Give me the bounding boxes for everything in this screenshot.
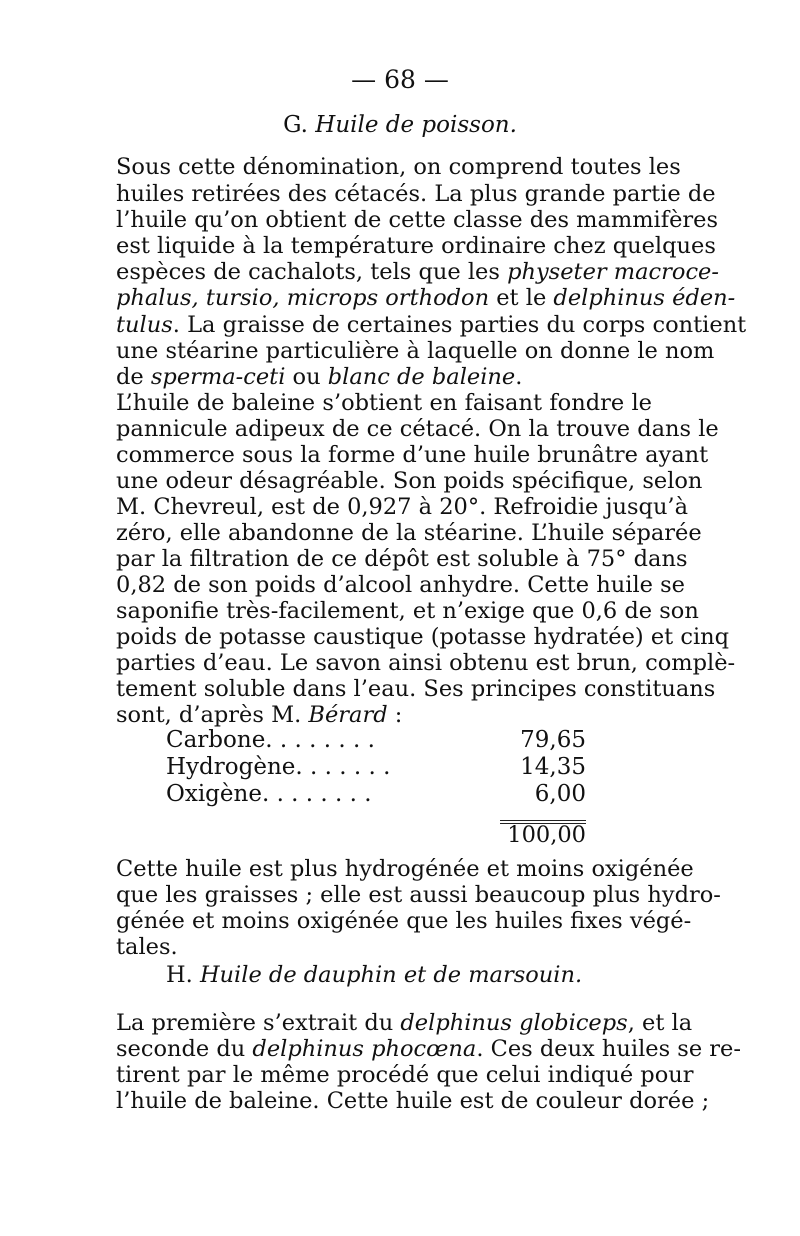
text-line: génée et moins oxigénée que les huiles fixes végé-: [116, 908, 692, 934]
text-line: [116, 285, 736, 312]
author-name: Bérard: [308, 702, 388, 728]
section-heading-h: [166, 962, 800, 989]
text-line: par la filtration de ce dépôt est soluble à 75° dans: [116, 546, 688, 572]
table-row: [166, 727, 586, 754]
text-line: zéro, elle abandonne de la stéarine. L’huile séparée: [116, 520, 702, 546]
text-run: de: [116, 364, 151, 390]
text-line: Cette huile est plus hydrogénée et moins oxigénée: [116, 856, 694, 882]
element-label: Carbone. . . . . . . .: [166, 727, 375, 753]
element-value: 6,00: [534, 781, 586, 807]
section-heading-g: [0, 112, 800, 139]
term: blanc de baleine: [327, 364, 516, 390]
text-line: l’huile qu’on obtient de cette classe des mammifères: [116, 207, 719, 233]
text-run: La première s’extrait du: [116, 1010, 401, 1036]
element-label: Oxigène. . . . . . . .: [166, 781, 372, 807]
composition-table: [166, 727, 586, 808]
latin-name: delphinus phocœna: [252, 1036, 477, 1062]
text-line: [116, 1010, 693, 1037]
text-line: L’huile de baleine s’obtient en faisant fondre le: [116, 390, 652, 416]
text-line: Sous cette dénomination, on comprend toutes les: [116, 154, 681, 180]
text-run: :: [387, 702, 403, 728]
latin-name: physeter macroce-: [507, 259, 719, 285]
element-value: 79,65: [520, 727, 586, 753]
section-title: Huile de dauphin et de marsouin.: [199, 962, 583, 988]
table-row: [166, 754, 586, 781]
text-line: [116, 364, 800, 391]
text-line: huiles retirées des cétacés. La plus grande partie de: [116, 181, 716, 207]
text-line: tirent par le même procédé que celui indiqué pour: [116, 1062, 694, 1088]
text-line: [116, 1036, 741, 1063]
text-line: 0,82 de son poids d’alcool anhydre. Cette huile se: [116, 572, 685, 598]
text-line: tales.: [116, 934, 178, 960]
latin-name: phalus, tursio, microps orthodon: [116, 285, 490, 311]
element-value: 14,35: [520, 754, 586, 780]
text-run: seconde du: [116, 1036, 253, 1062]
text-line: que les graisses ; elle est aussi beaucoup plus hydro-: [116, 882, 721, 908]
latin-name: delphinus globiceps: [400, 1010, 628, 1036]
text-run: espèces de cachalots, tels que les: [116, 259, 508, 285]
text-run: ou: [285, 364, 328, 390]
text-line: [116, 259, 719, 286]
text-line: saponifie très-facilement, et n’exige que 0,6 de son: [116, 598, 699, 624]
text-line: M. Chevreul, est de 0,927 à 20°. Refroidie jusqu’à: [116, 494, 689, 520]
text-run: , et la: [627, 1010, 693, 1036]
text-line: tement soluble dans l’eau. Ses principes constituans: [116, 676, 716, 702]
text-line: [116, 312, 747, 339]
text-line: l’huile de baleine. Cette huile est de couleur dorée ;: [116, 1088, 710, 1114]
term: sperma-ceti: [150, 364, 286, 390]
section-title: Huile de poisson.: [315, 112, 517, 138]
text-line: une stéarine particulière à laquelle on donne le nom: [116, 338, 715, 364]
composition-total: 100,00: [507, 822, 586, 848]
text-line: pannicule adipeux de ce cétacé. On la trouve dans le: [116, 416, 719, 442]
text-line: est liquide à la température ordinaire chez quelques: [116, 233, 716, 259]
text-line: poids de potasse caustique (potasse hydratée) et cinq: [116, 624, 730, 650]
text-run: . Ces deux huiles se re-: [476, 1036, 741, 1062]
latin-name: tulus: [116, 312, 173, 338]
section-letter: G.: [283, 112, 308, 138]
page-number: — 68 —: [351, 65, 449, 94]
text-line: une odeur désagréable. Son poids spécifique, selon: [116, 468, 703, 494]
text-line: commerce sous la forme d’une huile brunâtre ayant: [116, 442, 709, 468]
text-line: [116, 702, 800, 729]
text-run: sont, d’après M.: [116, 702, 309, 728]
text-run: . La graisse de certaines parties du corps contient: [172, 312, 747, 338]
section-letter: H.: [166, 962, 193, 988]
text-run: .: [515, 364, 523, 390]
text-run: et le: [489, 285, 554, 311]
element-label: Hydrogène. . . . . . .: [166, 754, 391, 780]
latin-name: delphinus éden-: [553, 285, 736, 311]
sum-rule: [500, 820, 586, 821]
text-line: parties d’eau. Le savon ainsi obtenu est brun, complè-: [116, 650, 736, 676]
table-row: [166, 781, 586, 808]
